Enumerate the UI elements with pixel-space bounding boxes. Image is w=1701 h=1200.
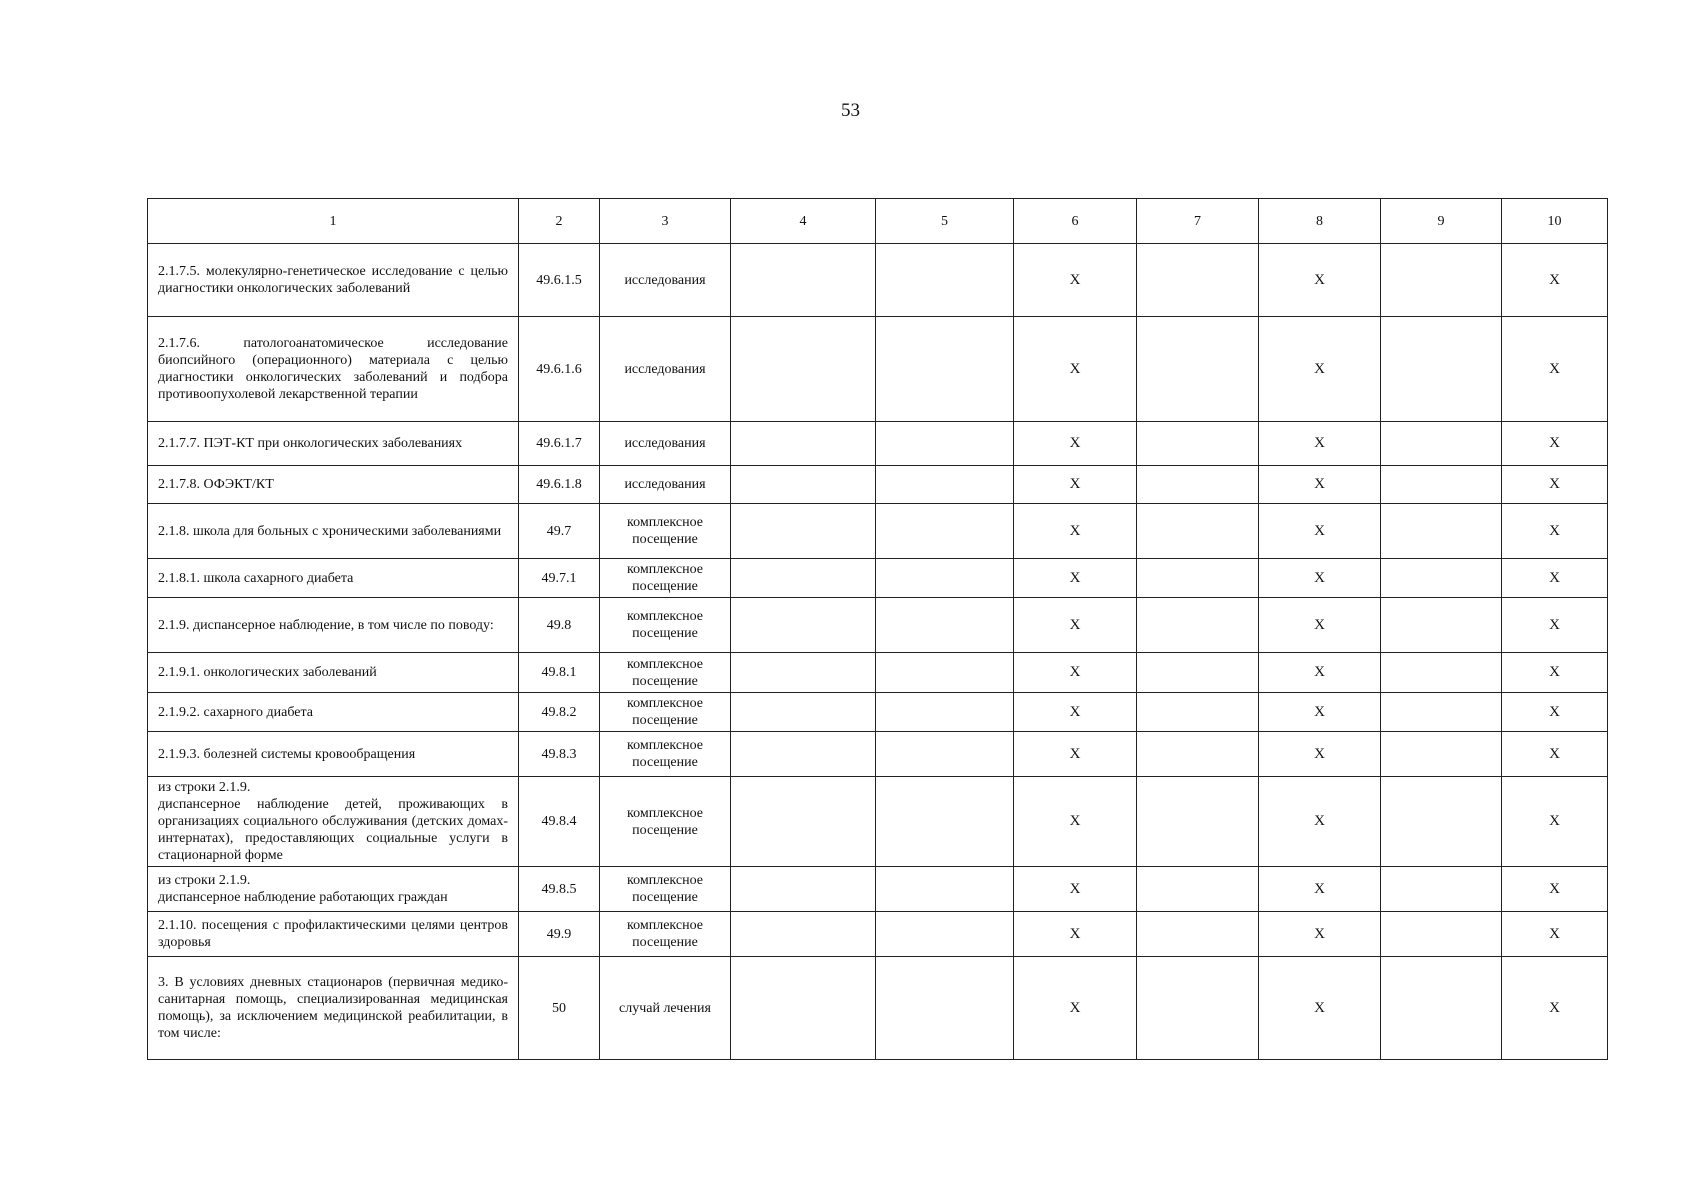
col4-cell xyxy=(731,957,876,1060)
row-code-cell: 49.9 xyxy=(519,912,600,957)
col4-cell xyxy=(731,732,876,777)
col9-cell xyxy=(1381,317,1502,422)
col7-cell xyxy=(1137,912,1259,957)
col5-cell xyxy=(876,559,1014,598)
col4-cell xyxy=(731,693,876,732)
col7-cell xyxy=(1137,466,1259,504)
col4-cell xyxy=(731,867,876,912)
row-code-cell: 49.7.1 xyxy=(519,559,600,598)
col10-mark-cell: X xyxy=(1502,504,1608,559)
row-unit-cell: комплексное посещение xyxy=(600,504,731,559)
col8-mark-cell: X xyxy=(1259,653,1381,693)
col10-mark-cell: X xyxy=(1502,422,1608,466)
col5-cell xyxy=(876,693,1014,732)
col9-cell xyxy=(1381,912,1502,957)
col7-cell xyxy=(1137,732,1259,777)
col9-cell xyxy=(1381,777,1502,867)
row-unit-cell: комплексное посещение xyxy=(600,777,731,867)
col4-cell xyxy=(731,653,876,693)
table-row xyxy=(148,732,1608,777)
table-row xyxy=(148,777,1608,867)
row-code-cell: 49.8.5 xyxy=(519,867,600,912)
col10-mark-cell: X xyxy=(1502,912,1608,957)
header-row xyxy=(148,199,1608,244)
col8-mark-cell: X xyxy=(1259,504,1381,559)
column-header-6: 6 xyxy=(1014,199,1137,244)
row-unit-cell: исследования xyxy=(600,466,731,504)
row-unit-cell: комплексное посещение xyxy=(600,559,731,598)
row-unit-cell: исследования xyxy=(600,317,731,422)
table-row xyxy=(148,598,1608,653)
col4-cell xyxy=(731,777,876,867)
row-name-cell: из строки 2.1.9. диспансерное наблюдение работающих граждан xyxy=(148,867,519,912)
col5-cell xyxy=(876,777,1014,867)
row-code-cell: 49.8.3 xyxy=(519,732,600,777)
table-row xyxy=(148,653,1608,693)
row-code-cell: 50 xyxy=(519,957,600,1060)
col8-mark-cell: X xyxy=(1259,244,1381,317)
col5-cell xyxy=(876,867,1014,912)
column-header-1: 1 xyxy=(148,199,519,244)
row-code-cell: 49.8 xyxy=(519,598,600,653)
row-code-cell: 49.6.1.8 xyxy=(519,466,600,504)
row-name-cell: 2.1.9.1. онкологических заболеваний xyxy=(148,653,519,693)
col7-cell xyxy=(1137,504,1259,559)
column-header-10: 10 xyxy=(1502,199,1608,244)
col9-cell xyxy=(1381,957,1502,1060)
row-code-cell: 49.6.1.6 xyxy=(519,317,600,422)
col9-cell xyxy=(1381,422,1502,466)
col6-mark-cell: X xyxy=(1014,466,1137,504)
col9-cell xyxy=(1381,559,1502,598)
col9-cell xyxy=(1381,867,1502,912)
col4-cell xyxy=(731,912,876,957)
col4-cell xyxy=(731,466,876,504)
row-code-cell: 49.6.1.5 xyxy=(519,244,600,317)
col10-mark-cell: X xyxy=(1502,867,1608,912)
col9-cell xyxy=(1381,504,1502,559)
col10-mark-cell: X xyxy=(1502,732,1608,777)
table-body xyxy=(148,244,1608,1060)
col8-mark-cell: X xyxy=(1259,732,1381,777)
col5-cell xyxy=(876,466,1014,504)
col5-cell xyxy=(876,244,1014,317)
table-row xyxy=(148,466,1608,504)
row-unit-cell: комплексное посещение xyxy=(600,732,731,777)
col5-cell xyxy=(876,732,1014,777)
col9-cell xyxy=(1381,693,1502,732)
col10-mark-cell: X xyxy=(1502,317,1608,422)
col6-mark-cell: X xyxy=(1014,732,1137,777)
col9-cell xyxy=(1381,244,1502,317)
row-name-cell: 2.1.7.5. молекулярно-генетическое исследование с целью диагностики онкологических заболеваний xyxy=(148,244,519,317)
col9-cell xyxy=(1381,466,1502,504)
column-header-2: 2 xyxy=(519,199,600,244)
col8-mark-cell: X xyxy=(1259,559,1381,598)
col10-mark-cell: X xyxy=(1502,559,1608,598)
col10-mark-cell: X xyxy=(1502,598,1608,653)
col7-cell xyxy=(1137,317,1259,422)
col10-mark-cell: X xyxy=(1502,777,1608,867)
col5-cell xyxy=(876,653,1014,693)
col6-mark-cell: X xyxy=(1014,422,1137,466)
column-header-5: 5 xyxy=(876,199,1014,244)
row-code-cell: 49.8.2 xyxy=(519,693,600,732)
col4-cell xyxy=(731,422,876,466)
col7-cell xyxy=(1137,653,1259,693)
row-unit-cell: комплексное посещение xyxy=(600,867,731,912)
col6-mark-cell: X xyxy=(1014,559,1137,598)
col9-cell xyxy=(1381,653,1502,693)
table-row xyxy=(148,867,1608,912)
col8-mark-cell: X xyxy=(1259,777,1381,867)
col7-cell xyxy=(1137,777,1259,867)
row-unit-cell: комплексное посещение xyxy=(600,693,731,732)
col8-mark-cell: X xyxy=(1259,317,1381,422)
row-code-cell: 49.8.1 xyxy=(519,653,600,693)
row-unit-cell: комплексное посещение xyxy=(600,653,731,693)
table-row xyxy=(148,957,1608,1060)
col4-cell xyxy=(731,598,876,653)
col7-cell xyxy=(1137,957,1259,1060)
col7-cell xyxy=(1137,244,1259,317)
row-name-cell: 2.1.7.7. ПЭТ-КТ при онкологических заболеваниях xyxy=(148,422,519,466)
row-unit-cell: исследования xyxy=(600,422,731,466)
column-header-8: 8 xyxy=(1259,199,1381,244)
col6-mark-cell: X xyxy=(1014,777,1137,867)
col8-mark-cell: X xyxy=(1259,867,1381,912)
row-name-cell: 3. В условиях дневных стационаров (первичная медико-санитарная помощь, специализированная медицинская помощь), за исключением медицинской реабилитации, в том числе: xyxy=(148,957,519,1060)
table-row xyxy=(148,504,1608,559)
column-header-7: 7 xyxy=(1137,199,1259,244)
col10-mark-cell: X xyxy=(1502,653,1608,693)
data-table xyxy=(147,198,1608,1060)
column-header-3: 3 xyxy=(600,199,731,244)
row-unit-cell: комплексное посещение xyxy=(600,912,731,957)
table-row xyxy=(148,693,1608,732)
col6-mark-cell: X xyxy=(1014,867,1137,912)
col10-mark-cell: X xyxy=(1502,693,1608,732)
col4-cell xyxy=(731,317,876,422)
col6-mark-cell: X xyxy=(1014,598,1137,653)
col7-cell xyxy=(1137,598,1259,653)
row-name-cell: 2.1.9. диспансерное наблюдение, в том числе по поводу: xyxy=(148,598,519,653)
col5-cell xyxy=(876,317,1014,422)
col5-cell xyxy=(876,504,1014,559)
col7-cell xyxy=(1137,867,1259,912)
col4-cell xyxy=(731,244,876,317)
col10-mark-cell: X xyxy=(1502,957,1608,1060)
table-row xyxy=(148,559,1608,598)
table-row xyxy=(148,244,1608,317)
col5-cell xyxy=(876,912,1014,957)
col5-cell xyxy=(876,598,1014,653)
row-name-cell: 2.1.9.3. болезней системы кровообращения xyxy=(148,732,519,777)
col4-cell xyxy=(731,559,876,598)
row-name-cell: 2.1.8. школа для больных с хроническими заболеваниями xyxy=(148,504,519,559)
col5-cell xyxy=(876,422,1014,466)
col6-mark-cell: X xyxy=(1014,693,1137,732)
col8-mark-cell: X xyxy=(1259,912,1381,957)
col8-mark-cell: X xyxy=(1259,957,1381,1060)
row-name-cell: 2.1.9.2. сахарного диабета xyxy=(148,693,519,732)
table-row xyxy=(148,422,1608,466)
row-code-cell: 49.7 xyxy=(519,504,600,559)
row-code-cell: 49.6.1.7 xyxy=(519,422,600,466)
page-number: 53 xyxy=(841,100,860,121)
col9-cell xyxy=(1381,732,1502,777)
row-name-cell: 2.1.10. посещения с профилактическими целями центров здоровья xyxy=(148,912,519,957)
row-name-cell: 2.1.7.8. ОФЭКТ/КТ xyxy=(148,466,519,504)
col7-cell xyxy=(1137,559,1259,598)
col8-mark-cell: X xyxy=(1259,466,1381,504)
col8-mark-cell: X xyxy=(1259,598,1381,653)
column-header-4: 4 xyxy=(731,199,876,244)
col6-mark-cell: X xyxy=(1014,317,1137,422)
col6-mark-cell: X xyxy=(1014,912,1137,957)
col7-cell xyxy=(1137,422,1259,466)
col10-mark-cell: X xyxy=(1502,244,1608,317)
table-row xyxy=(148,912,1608,957)
row-name-cell: 2.1.7.6. патологоанатомическое исследование биопсийного (операционного) материала с целью диагностики онкологических заболеваний и подбора противоопухолевой лекарственной терапии xyxy=(148,317,519,422)
table-row xyxy=(148,317,1608,422)
row-unit-cell: исследования xyxy=(600,244,731,317)
col6-mark-cell: X xyxy=(1014,504,1137,559)
col4-cell xyxy=(731,504,876,559)
row-name-cell: из строки 2.1.9. диспансерное наблюдение детей, проживающих в организациях социального обслуживания (детских домах-интернатах), предоставляющих социальные услуги в стационарной форме xyxy=(148,777,519,867)
col9-cell xyxy=(1381,598,1502,653)
col6-mark-cell: X xyxy=(1014,957,1137,1060)
col8-mark-cell: X xyxy=(1259,693,1381,732)
row-unit-cell: случай лечения xyxy=(600,957,731,1060)
col10-mark-cell: X xyxy=(1502,466,1608,504)
row-code-cell: 49.8.4 xyxy=(519,777,600,867)
col7-cell xyxy=(1137,693,1259,732)
col6-mark-cell: X xyxy=(1014,244,1137,317)
col6-mark-cell: X xyxy=(1014,653,1137,693)
row-name-cell: 2.1.8.1. школа сахарного диабета xyxy=(148,559,519,598)
col8-mark-cell: X xyxy=(1259,422,1381,466)
row-unit-cell: комплексное посещение xyxy=(600,598,731,653)
col5-cell xyxy=(876,957,1014,1060)
column-header-9: 9 xyxy=(1381,199,1502,244)
